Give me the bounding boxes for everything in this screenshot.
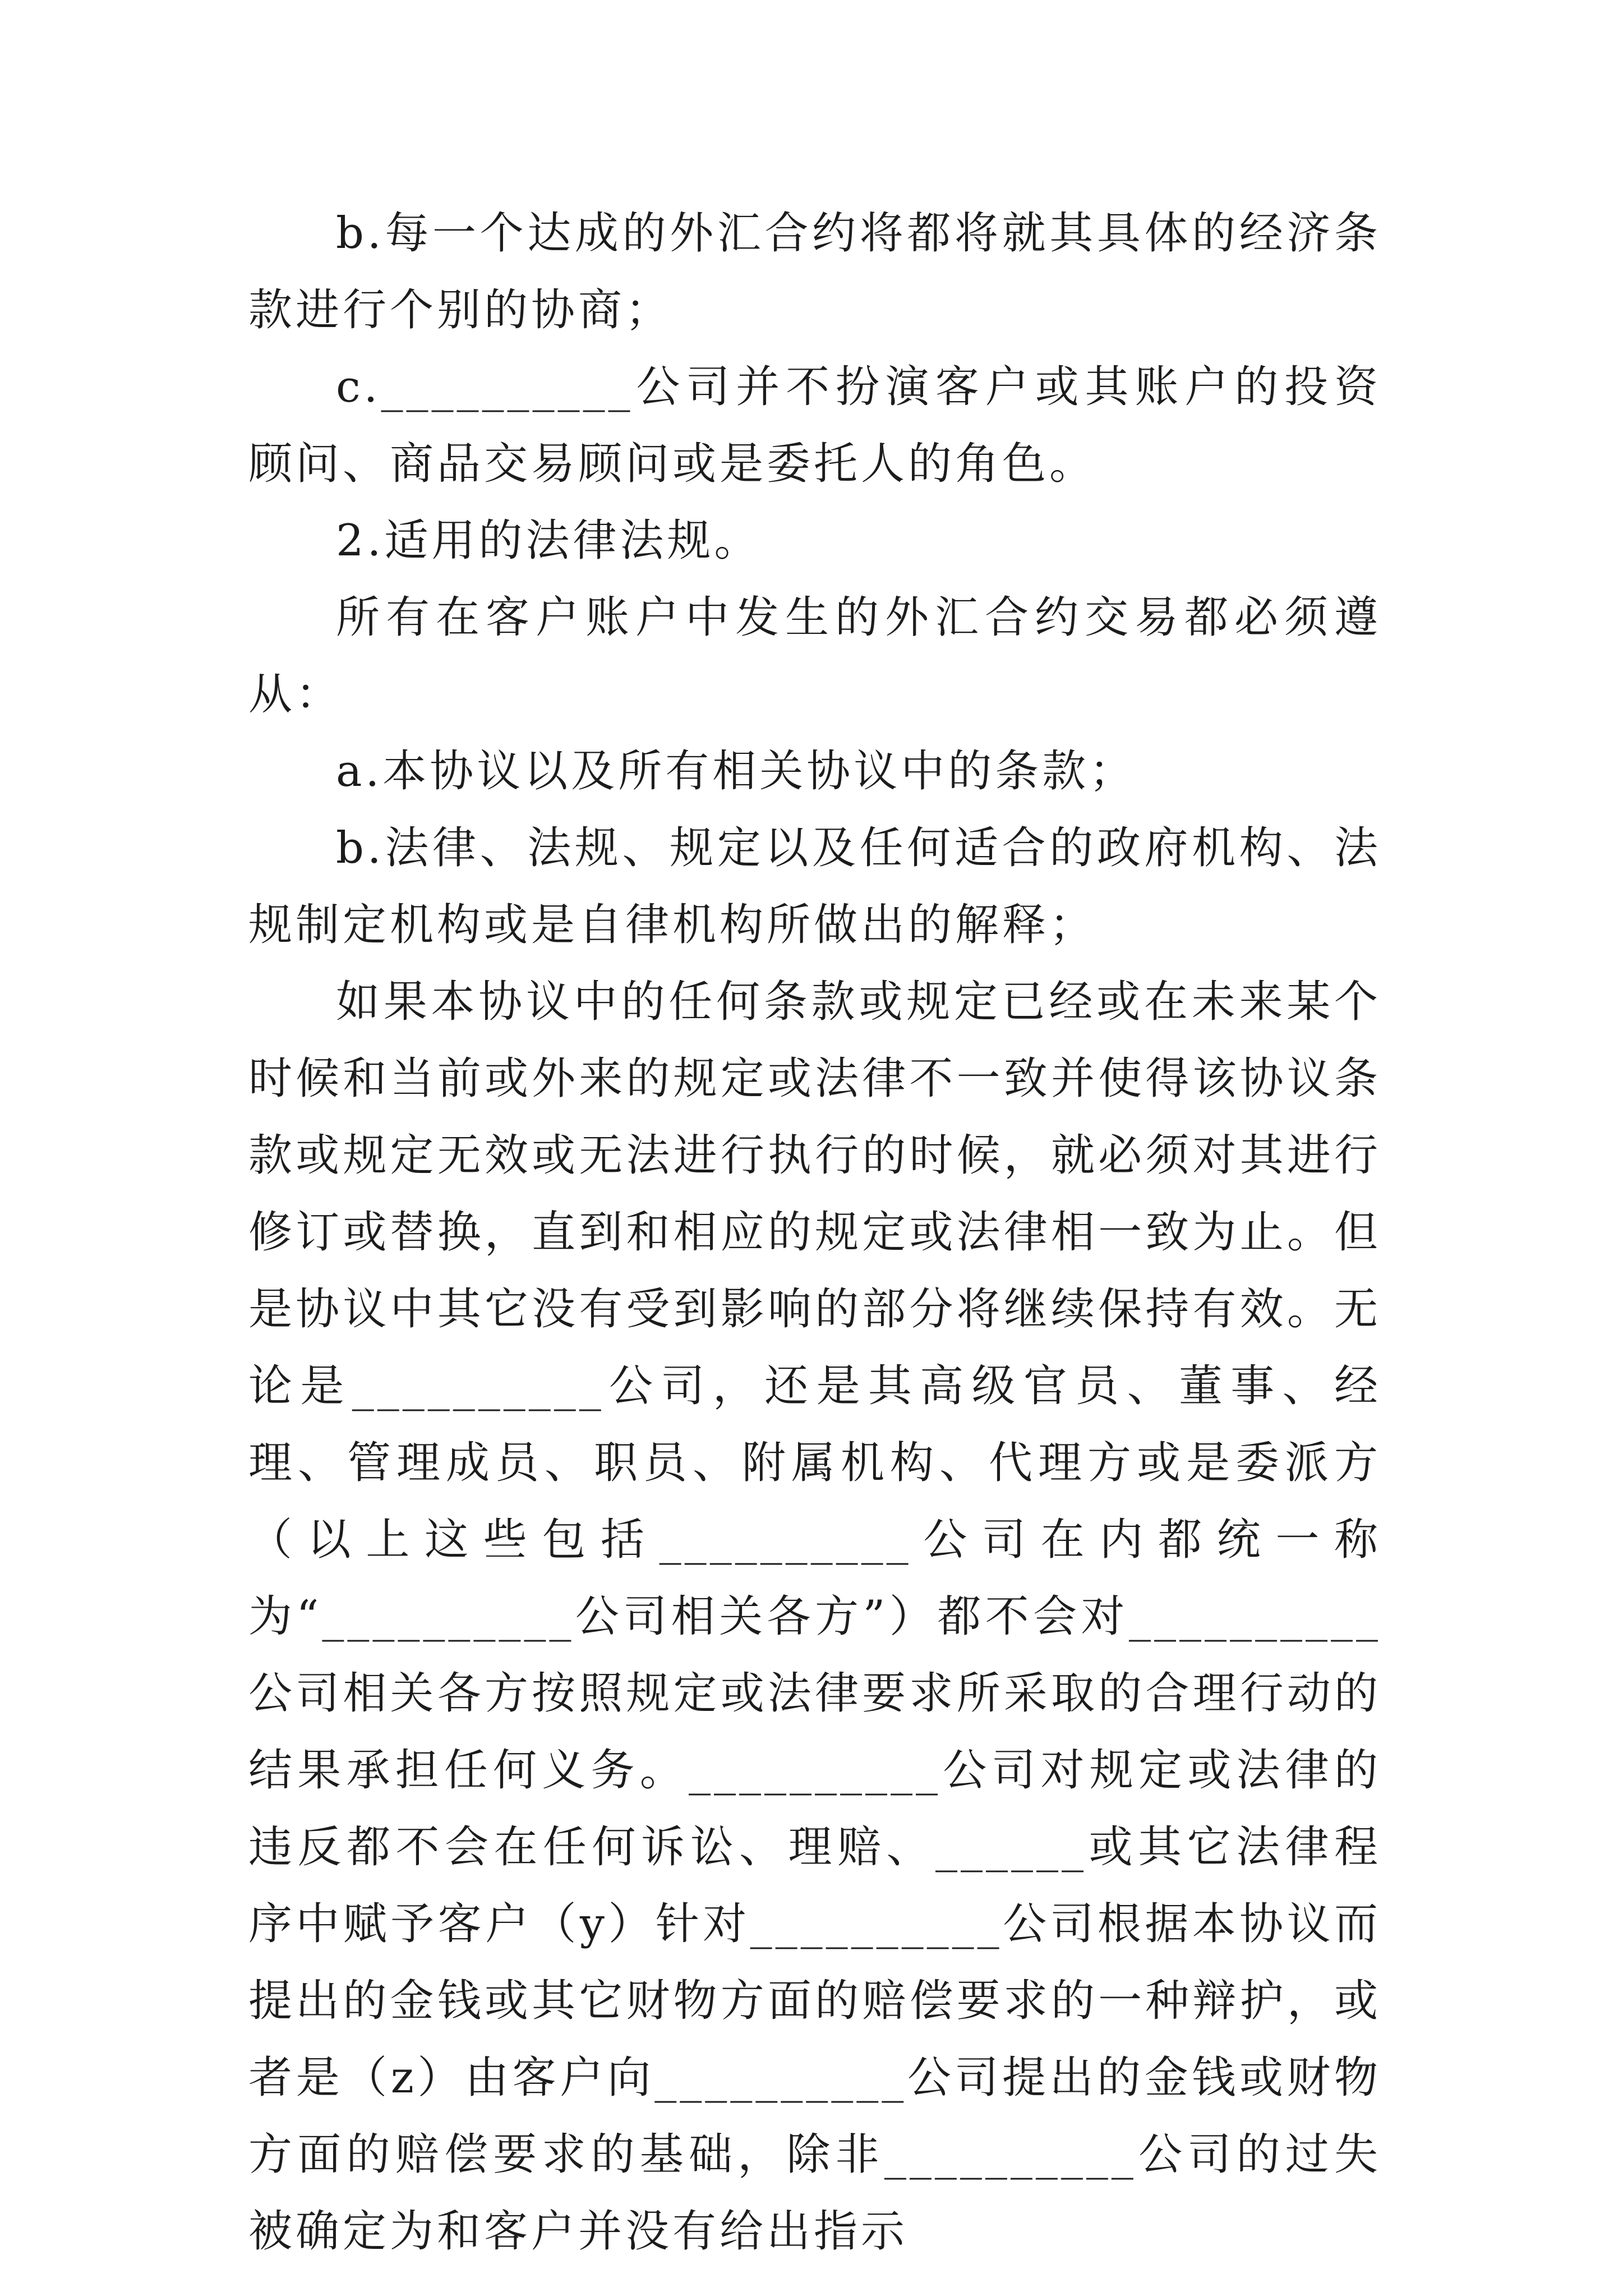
paragraph-main: 如果本协议中的任何条款或规定已经或在未来某个时候和当前或外来的规定或法律不一致并使得该协议条款或规定无效或无法进行执行的时候，就必须对其进行修订或替换，直到和相应的规定或法律相一致为止。但是协议中其它没有受到影响的部分将继续保持有效。无论是__________公司，还是其高级官员、董事、经理、管理成员、职员、附属机构、代理方或是委派方（以上这些包括__________公司在内都统一称为“__________公司相关各方”）都不会对__________公司相关各方按照规定或法律要求所采取的合理行动的结果承担任何义务。__________公司对规定或法律的违反都不会在任何诉讼、理赔、______或其它法律程序中赋予客户（y）针对__________公司根据本协议而提出的金钱或其它财物方面的赔偿要求的一种辩护，或者是（z）由客户向__________公司提出的金钱或财物方面的赔偿要求的基础，除非__________公司的过失被确定为和客户并没有给出指示: [248, 977, 1381, 2257]
paragraph-intro: 所有在客户账户中发生的外汇合约交易都必须遵从：: [248, 592, 1381, 720]
section-heading-2: 2.适用的法律法规。: [336, 516, 762, 566]
paragraph-1c: c.__________公司并不扮演客户或其账户的投资顾问、商品交易顾问或是委托人的角色。: [248, 362, 1381, 489]
document-body: [248, 195, 1381, 2270]
paragraph-1b: b.每一个达成的外汇合约将都将就其具体的经济条款进行个别的协商；: [248, 208, 1381, 335]
paragraph-2a: a.本协议以及所有相关协议中的条款；: [336, 746, 1137, 797]
paragraph-2b: b.法律、法规、规定以及任何适合的政府机构、法规制定机构或是自律机构所做出的解释；: [248, 823, 1381, 950]
